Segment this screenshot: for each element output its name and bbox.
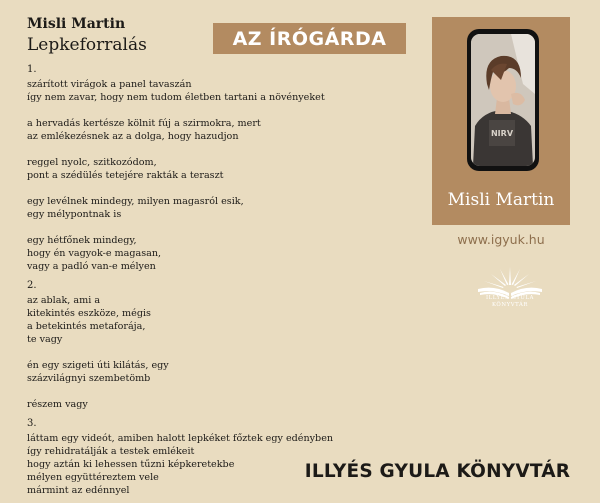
poem-body — [27, 63, 372, 497]
poem-line: egy mélypontnak is — [27, 209, 122, 220]
poem-stanza — [27, 359, 372, 385]
logo-line-2: KÖNYVTÁR — [492, 302, 528, 308]
poem-column — [27, 15, 372, 503]
poem-line: pont a szédülés tetejére rakták a teraszt — [27, 170, 224, 181]
logo-line-1: ILLYÉS GYULA — [485, 295, 535, 301]
poem-line: vagy a padló van-e mélyen — [27, 261, 156, 272]
portrait-illustration — [471, 34, 535, 166]
shirt-print: NIRV — [490, 129, 514, 138]
section-number: 1. — [27, 64, 37, 75]
poem-stanza — [27, 117, 372, 143]
poem-line: szárított virágok a panel tavaszán — [27, 79, 192, 90]
poem-line: te vagy — [27, 334, 63, 345]
poem-stanza — [27, 195, 372, 221]
poem-stanza — [27, 294, 372, 346]
poem-line: az ablak, ami a — [27, 295, 101, 306]
poem-line: kitekintés eszköze, mégis — [27, 308, 151, 319]
poem-line: egy hétfőnek mindegy, — [27, 235, 137, 246]
poem-line: mármint az edénnyel — [27, 485, 130, 496]
poem-line: egy levélnek mindegy, milyen magasról esik, — [27, 196, 244, 207]
poem-line: mélyen együttéreztem vele — [27, 472, 159, 483]
poem-line: az emlékezésnek az a dolga, hogy hazudjon — [27, 131, 239, 142]
library-footer: ILLYÉS GYULA KÖNYVTÁR — [304, 461, 571, 482]
author-card — [432, 17, 570, 225]
poem-line: reggel nyolc, szitkozódom, — [27, 157, 157, 168]
phone-notch — [493, 29, 513, 34]
poem-line: így rehidratálják a testek emlékeit — [27, 446, 195, 457]
poem-stanza — [27, 156, 372, 182]
poem-line: így nem zavar, hogy nem tudom életben tartani a növényeket — [27, 92, 325, 103]
poem-stanza — [27, 78, 372, 104]
poem-line: hogy én vagyok-e magasan, — [27, 248, 162, 259]
poem-stanza — [27, 398, 372, 411]
poem-stanza — [27, 234, 372, 273]
section-number: 3. — [27, 418, 37, 429]
section-number: 2. — [27, 280, 37, 291]
author-card-name: Misli Martin — [447, 190, 555, 210]
phone-frame — [467, 29, 539, 171]
poem-line: én egy szigeti úti kilátás, egy — [27, 360, 169, 371]
poem-line: részem vagy — [27, 399, 88, 410]
poem-line: a betekintés metaforája, — [27, 321, 146, 332]
author-portrait-photo — [471, 34, 535, 166]
poem-line: hogy aztán ki lehessen tűzni képkeretekbe — [27, 459, 235, 470]
poem-line: százvilágnyi szembetömb — [27, 373, 151, 384]
poem-title: Lepkeforralás — [27, 35, 147, 55]
poem-line: a hervadás kertésze kölnit fúj a szirmokra, mert — [27, 118, 261, 129]
website-link[interactable]: www.igyuk.hu — [457, 232, 545, 247]
poem-author: Misli Martin — [27, 16, 126, 32]
section-banner: AZ ÍRÓGÁRDA — [213, 23, 406, 54]
poem-line: láttam egy videót, amiben halott lepkéket főztek egy edényben — [27, 433, 334, 444]
